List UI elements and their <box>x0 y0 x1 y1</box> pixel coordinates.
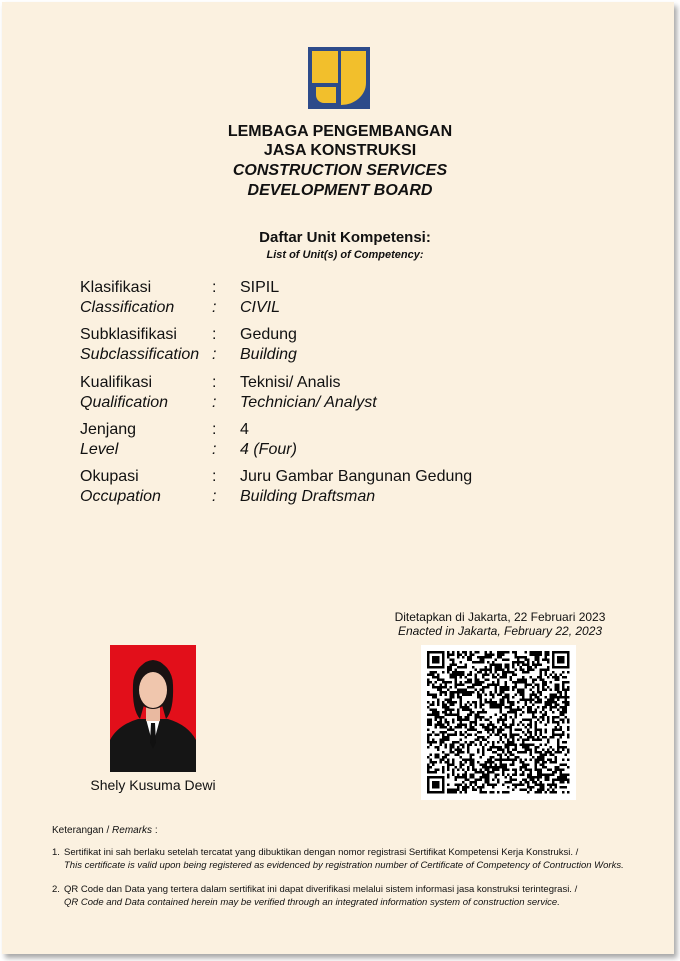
field-level <box>0 421 680 461</box>
field-value: Teknisi/ Analis <box>240 374 341 391</box>
enacted-date: Ditetapkan di Jakarta, 22 Februari 2023 <box>394 610 606 624</box>
pu-logo-icon <box>308 47 370 109</box>
field-value: SIPIL <box>240 279 280 296</box>
field-label: Okupasi <box>80 468 139 485</box>
org-name-line-1: LEMBAGA PENGEMBANGAN <box>227 123 453 140</box>
field-colon: : <box>212 468 217 485</box>
field-colon-en: : <box>212 299 217 316</box>
field-label: Jenjang <box>80 421 137 438</box>
org-name-line-2: JASA KONSTRUKSI <box>263 142 417 159</box>
qr-finder-pattern <box>427 776 445 794</box>
field-label-en: Occupation <box>80 488 161 505</box>
field-occupation <box>0 468 680 508</box>
field-classification <box>0 279 680 319</box>
field-value-en: 4 (Four) <box>240 441 297 458</box>
remark-text-en: This certificate is valid upon being registered as evidenced by registration number of Certificate of Competency of Contruction Works. <box>64 859 624 871</box>
remark-number: 1. <box>52 847 60 858</box>
remark-text: Sertifikat ini sah berlaku setelah tercatat yang dibuktikan dengan nomor registrasi Sertifikat Kompetensi Kerja Konstruksi. / <box>64 847 579 858</box>
remarks-title-suffix: : <box>152 825 158 836</box>
org-name-en-line-1: CONSTRUCTION SERVICES <box>232 162 448 179</box>
qr-code[interactable] <box>421 645 576 800</box>
list-title: Daftar Unit Kompetensi: <box>259 229 431 246</box>
holder-name: Shely Kusuma Dewi <box>90 777 216 793</box>
field-colon-en: : <box>212 488 217 505</box>
field-label-en: Classification <box>80 299 175 316</box>
field-label-en: Level <box>80 441 119 458</box>
remarks-title-en: Remarks <box>112 825 153 836</box>
field-colon: : <box>212 279 217 296</box>
remarks-title-id: Keterangan / <box>52 825 113 836</box>
org-name-en-line-2: DEVELOPMENT BOARD <box>247 182 433 199</box>
field-colon-en: : <box>212 441 217 458</box>
list-title-en: List of Unit(s) of Competency: <box>266 249 424 261</box>
remark-item <box>52 847 642 872</box>
remark-text: QR Code dan Data yang tertera dalam sertifikat ini dapat diverifikasi melalui sistem informasi jasa konstruksi terintegrasi. / <box>64 884 578 895</box>
field-colon-en: : <box>212 346 217 363</box>
field-value-en: Technician/ Analyst <box>240 394 377 411</box>
holder-photo <box>110 645 196 772</box>
remark-number: 2. <box>52 884 60 895</box>
field-subclassification <box>0 326 680 366</box>
qr-finder-pattern <box>427 651 445 669</box>
field-label: Subklasifikasi <box>80 326 177 343</box>
remark-item <box>52 884 642 909</box>
field-value: Juru Gambar Bangunan Gedung <box>240 468 473 485</box>
remark-text-en: QR Code and Data contained herein may be verified through an integrated information system of construction service. <box>64 896 560 908</box>
field-colon: : <box>212 374 217 391</box>
field-value: 4 <box>240 421 249 438</box>
portrait-icon <box>110 645 196 772</box>
field-label: Klasifikasi <box>80 279 152 296</box>
qr-finder-pattern <box>552 651 570 669</box>
field-value: Gedung <box>240 326 297 343</box>
field-colon: : <box>212 421 217 438</box>
field-colon: : <box>212 326 217 343</box>
field-value-en: CIVIL <box>240 299 281 316</box>
field-colon-en: : <box>212 394 217 411</box>
field-label: Kualifikasi <box>80 374 153 391</box>
remarks-title <box>52 825 158 836</box>
enacted-date-en: Enacted in Jakarta, February 22, 2023 <box>397 624 603 638</box>
field-label-en: Qualification <box>80 394 169 411</box>
field-qualification <box>0 374 680 414</box>
field-label-en: Subclassification <box>80 346 200 363</box>
field-value-en: Building Draftsman <box>240 488 376 505</box>
qr-code-icon <box>421 645 576 800</box>
field-value-en: Building <box>240 346 297 363</box>
